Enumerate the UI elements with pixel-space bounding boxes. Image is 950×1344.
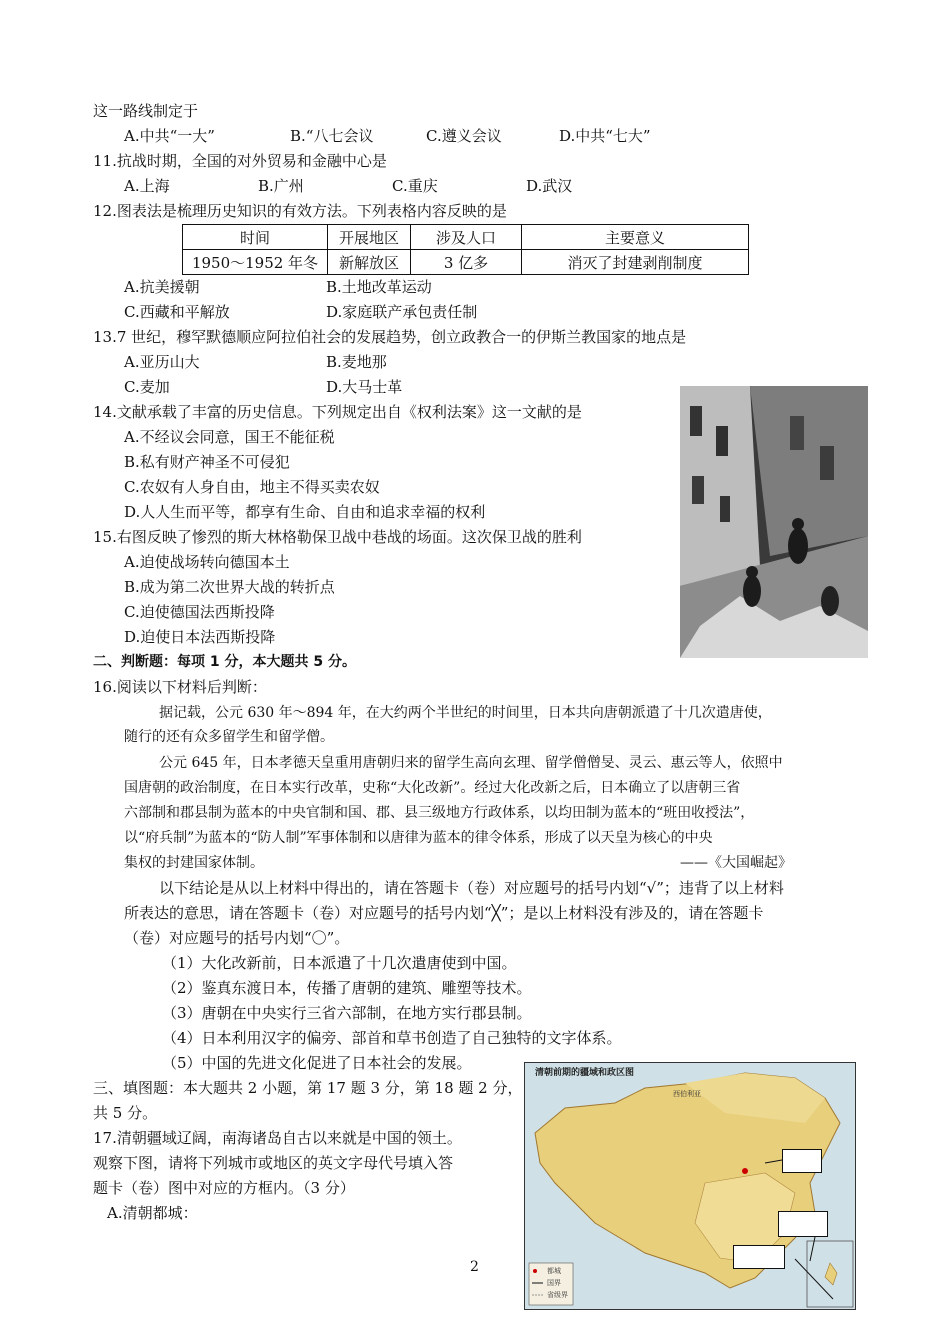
q10-option-a: A.中共“一大” [124,127,215,145]
q16-source: ——《大国崛起》 [680,855,792,871]
answer-box-capital[interactable] [782,1149,822,1173]
q10-option-c: C.遵义会议 [426,127,502,145]
q16-item-2: （2）鉴真东渡日本，传播了唐朝的建筑、雕塑等技术。 [162,979,532,997]
q17-option-a: A.清朝都城： [107,1204,198,1222]
q12-table [182,224,749,275]
q16-material-line: 六部制和郡县制为蓝本的中央官制和国、郡、县三级地方行政体系，以均田制为蓝本的“班田收授法”， [124,805,755,821]
q12-option-d: D.家庭联产承包责任制 [326,303,478,321]
q15-option-b: B.成为第二次世界大战的转折点 [124,578,335,596]
q15-option-a: A.迫使战场转向德国本土 [124,553,290,571]
q10-option-b: B.“八七会议 [290,127,374,145]
q14-stem: 14.文献承载了丰富的历史信息。下列规定出自《权利法案》这一文献的是 [93,403,582,421]
q16-material-line: 公元 645 年，日本孝德天皇重用唐朝归来的留学生高向玄理、留学僧僧旻、灵云、惠云等人，依照中 [159,755,783,771]
map-illustration [525,1063,855,1309]
q16-material-line: 集权的封建国家体制。 [124,855,264,871]
q14-option-a: A.不经议会同意，国王不能征税 [124,428,335,446]
q16-item-4: （4）日本利用汉字的偏旁、部首和草书创造了自己独特的文字体系。 [162,1029,622,1047]
map-legend-border: 国界 [547,1279,561,1287]
q13-option-a: A.亚历山大 [124,353,200,371]
q16-item-3: （3）唐朝在中央实行三省六部制，在地方实行郡县制。 [162,1004,532,1022]
page-number: 2 [470,1259,479,1275]
table-header: 时间 [183,225,328,250]
table-header: 涉及人口 [411,225,522,250]
q14-option-b: B.私有财产神圣不可侵犯 [124,453,290,471]
q16-material-line: 国唐朝的政治制度，在日本实行改革，史称“大化改新”。经过大化改新之后，日本确立了以唐朝三省 [124,780,741,796]
map-title: 清朝前期的疆域和政区图 [535,1068,635,1078]
q15-stem: 15.右图反映了惨烈的斯大林格勒保卫战中巷战的场面。这次保卫战的胜利 [93,528,582,546]
q13-stem: 13.7 世纪，穆罕默德顺应阿拉伯社会的发展趋势，创立政教合一的伊斯兰教国家的地点是 [93,328,687,346]
q14-option-c: C.农奴有人身自由，地主不得买卖农奴 [124,478,380,496]
q17-stem-line: 17.清朝疆域辽阔，南海诸岛自古以来就是中国的领土。 [93,1129,462,1147]
q17-stem-line: 观察下图，请将下列城市或地区的英文字母代号填入答 [93,1154,454,1172]
q13-option-b: B.麦地那 [326,353,387,371]
stalingrad-street-battle-photo [680,386,868,658]
q10-option-d: D.中共“七大” [559,127,651,145]
map-legend-province: 省级界 [547,1291,568,1299]
answer-box-3[interactable] [733,1245,785,1269]
q16-material-line: 随行的还有众多留学生和留学僧。 [124,729,334,745]
q15-option-d: D.迫使日本法西斯投降 [124,628,276,646]
qing-territory-map [524,1062,856,1310]
q15-option-c: C.迫使德国法西斯投降 [124,603,275,621]
q11-option-b: B.广州 [258,177,304,195]
q11-stem: 11.抗战时期，全国的对外贸易和金融中心是 [93,152,387,170]
map-label-siberia: 西伯利亚 [673,1090,701,1098]
q16-material-line: 以“府兵制”为蓝本的“防人制”军事体制和以唐律为蓝本的律令体系，形成了以天皇为核心的中央 [124,830,713,846]
section3-heading-line1: 三、填图题：本大题共 2 小题，第 17 题 3 分，第 18 题 2 分， [93,1079,523,1097]
q16-item-1: （1）大化改新前，日本派遣了十几次遣唐使到中国。 [162,954,517,972]
section2-heading: 二、判断题：每项 1 分，本大题共 5 分。 [93,654,356,670]
q13-option-c: C.麦加 [124,378,170,396]
table-header: 开展地区 [328,225,411,250]
q14-option-d: D.人人生而平等，都享有生命、自由和追求幸福的权利 [124,503,486,521]
table-cell: 3 亿多 [411,250,522,275]
section3-heading-line2: 共 5 分。 [93,1104,158,1122]
q10-continuation: 这一路线制定于 [93,102,199,120]
q11-option-d: D.武汉 [526,177,573,195]
table-header: 主要意义 [522,225,749,250]
q17-stem-line: 题卡（卷）图中对应的方框内。（3 分） [93,1179,355,1197]
answer-box-2[interactable] [778,1211,828,1237]
q12-option-a: A.抗美援朝 [124,278,200,296]
q16-instruction-line: 所表达的意思，请在答题卡（卷）对应题号的括号内划“╳”；是以上材料没有涉及的，请在答题卡 [124,904,764,922]
map-legend-capital: 都城 [547,1267,561,1275]
table-cell: 新解放区 [328,250,411,275]
q16-item-5: （5）中国的先进文化促进了日本社会的发展。 [162,1054,472,1072]
q12-option-b: B.土地改革运动 [326,278,432,296]
q16-instruction-line: 以下结论是从以上材料中得出的，请在答题卡（卷）对应题号的括号内划“√”；违背了以上材料 [159,879,784,897]
q16-stem: 16.阅读以下材料后判断： [93,678,267,696]
q13-option-d: D.大马士革 [326,378,403,396]
q11-option-c: C.重庆 [392,177,438,195]
photo-illustration [680,386,868,658]
q16-instruction-line: （卷）对应题号的括号内划“〇”。 [124,929,350,947]
table-cell: 消灭了封建剥削制度 [522,250,749,275]
table-cell: 1950～1952 年冬 [183,250,328,275]
q12-stem: 12.图表法是梳理历史知识的有效方法。下列表格内容反映的是 [93,202,507,220]
q12-option-c: C.西藏和平解放 [124,303,230,321]
q11-option-a: A.上海 [124,177,170,195]
q16-material-line: 据记载，公元 630 年～894 年，在大约两个半世纪的时间里，日本共向唐朝派遣了十几次遣唐使， [159,705,772,721]
